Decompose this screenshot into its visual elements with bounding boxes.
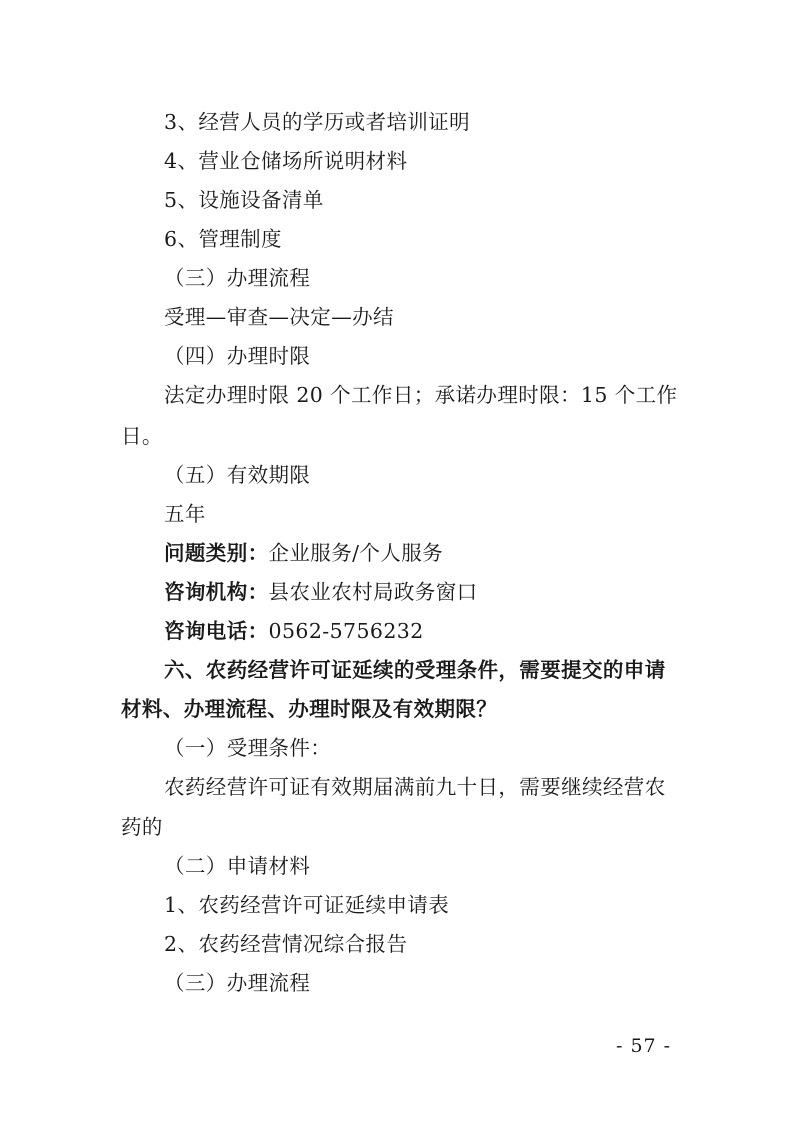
page-number: - 57 - — [616, 1035, 672, 1057]
question-6-heading-line2: 材料、办理流程、办理时限及有效期限？ — [121, 697, 498, 721]
question-6-heading-line1: 六、农药经营许可证延续的受理条件，需要提交的申请 — [164, 658, 666, 682]
agency-label: 咨询机构： — [164, 580, 269, 604]
category-label: 问题类别： — [164, 541, 269, 565]
process-text: 受理—审查—决定—办结 — [164, 305, 394, 329]
time-limit-heading: （四）办理时限 — [164, 344, 311, 368]
validity-text: 五年 — [164, 502, 206, 526]
material-item-6: 6、管理制度 — [164, 227, 282, 251]
time-limit-text-line1: 法定办理时限 20 个工作日；承诺办理时限：15 个工作 — [164, 383, 678, 407]
conditions-text-line1: 农药经营许可证有效期届满前九十日，需要继续经营农 — [164, 775, 666, 799]
conditions-heading: （一）受理条件： — [164, 736, 332, 760]
material-item-3: 3、经营人员的学历或者培训证明 — [164, 110, 471, 134]
time-limit-text-line2: 日。 — [121, 424, 163, 448]
agency-value: 县农业农村局政务窗口 — [268, 580, 478, 604]
material-item-5: 5、设施设备清单 — [164, 188, 324, 212]
conditions-text-line2: 药的 — [121, 815, 163, 839]
phone-row — [164, 617, 424, 645]
phone-value: 0562-5756232 — [268, 619, 424, 643]
renewal-process-heading: （三）办理流程 — [164, 971, 311, 995]
category-row — [164, 539, 443, 567]
agency-row — [164, 578, 478, 606]
material-item-4: 4、营业仓储场所说明材料 — [164, 149, 408, 173]
materials-heading: （二）申请材料 — [164, 854, 311, 878]
phone-label: 咨询电话： — [164, 619, 269, 643]
renewal-material-item-1: 1、农药经营许可证延续申请表 — [164, 893, 450, 917]
renewal-material-item-2: 2、农药经营情况综合报告 — [164, 932, 408, 956]
process-heading: （三）办理流程 — [164, 266, 311, 290]
category-value: 企业服务/个人服务 — [268, 541, 444, 565]
validity-heading: （五）有效期限 — [164, 463, 311, 487]
